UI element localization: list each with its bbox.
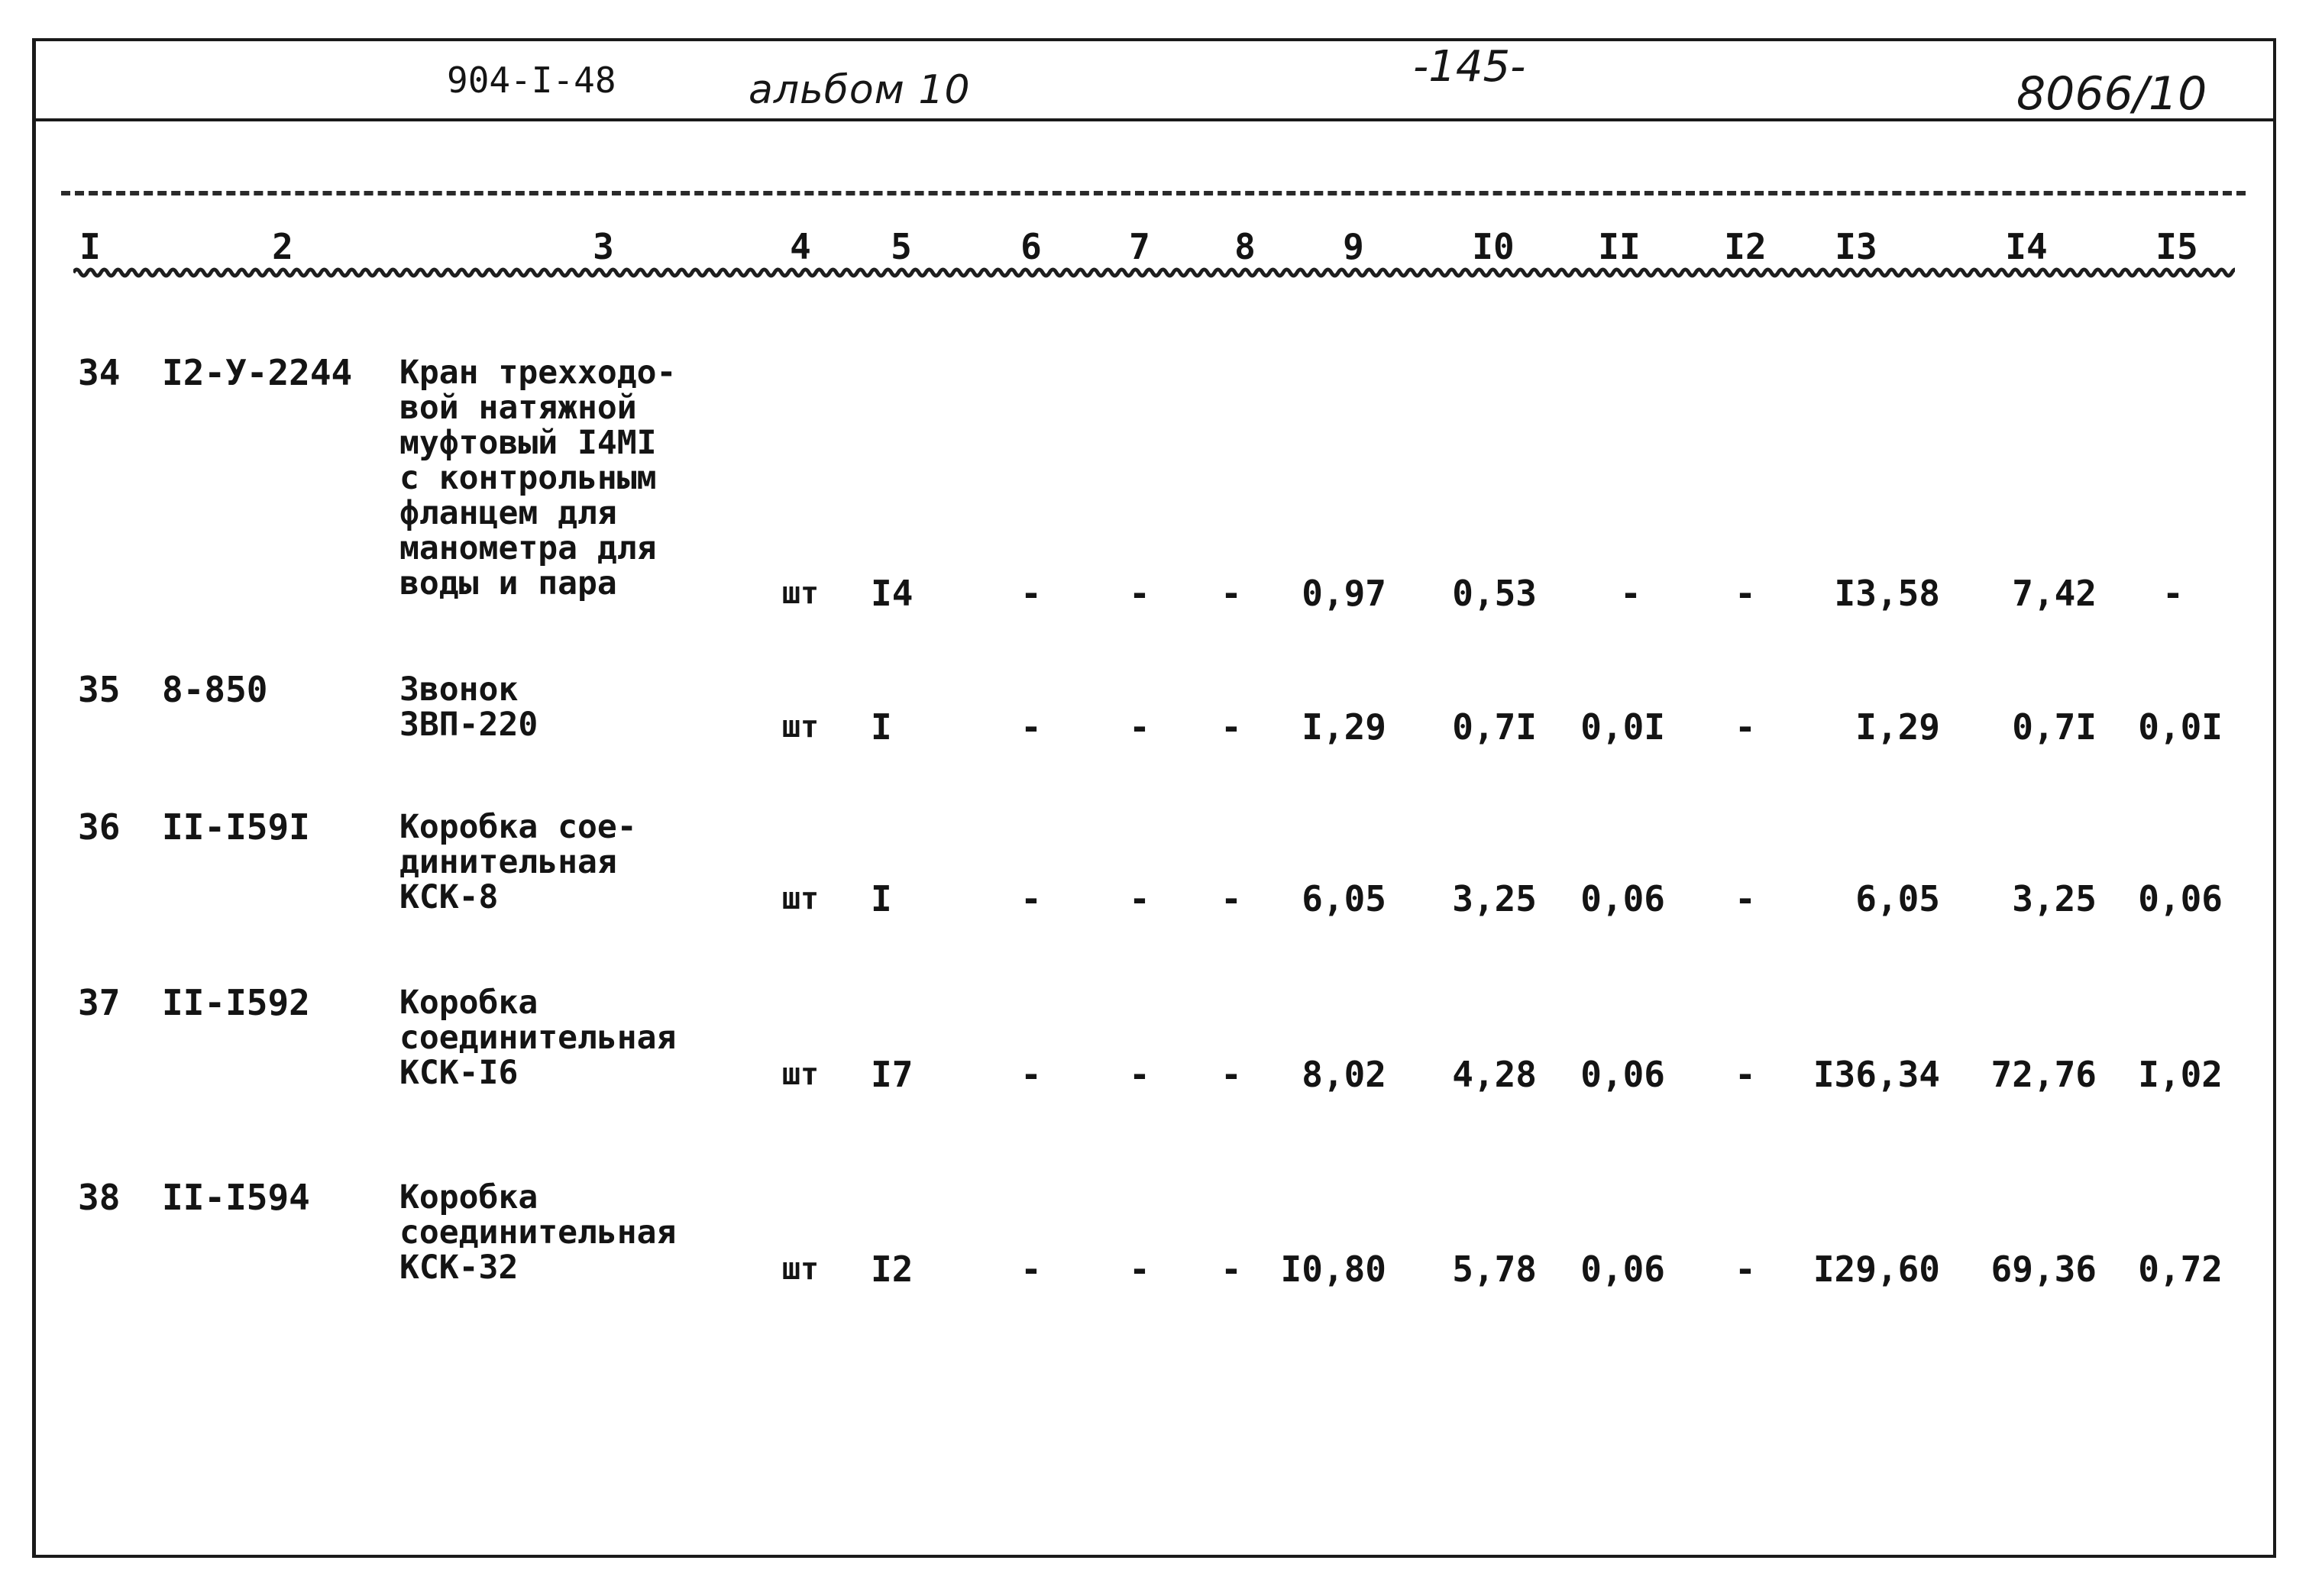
description-line: Коробка <box>399 984 538 1022</box>
row-unit: шт <box>781 881 820 916</box>
column-header-3: 3 <box>593 226 614 267</box>
col15-value: 0,72 <box>2138 1249 2223 1290</box>
col11-value: 0,06 <box>1580 878 1665 919</box>
col15-value: - <box>2162 573 2184 614</box>
col13-value: I,29 <box>1855 706 1940 748</box>
column-header-2: 2 <box>272 226 293 267</box>
description-line: фланцем для <box>399 494 617 532</box>
row-quantity: I <box>871 706 892 748</box>
col12-value: - <box>1735 706 1756 748</box>
column-header-4: 4 <box>790 226 811 267</box>
col6-value: - <box>1020 573 1042 614</box>
col13-value: I36,34 <box>1813 1054 1940 1095</box>
col6-value: - <box>1020 878 1042 919</box>
description-line: динительная <box>399 843 617 881</box>
col11-value: 0,0I <box>1580 706 1665 748</box>
col15-value: I,02 <box>2138 1054 2223 1095</box>
column-header-10: I0 <box>1472 226 1515 267</box>
row-description <box>399 672 538 742</box>
col11-value: 0,06 <box>1580 1054 1665 1095</box>
row-code: II-I59I <box>162 806 310 848</box>
col7-value: - <box>1129 878 1150 919</box>
row-code: I2-У-2244 <box>162 352 353 393</box>
column-header-5: 5 <box>891 226 912 267</box>
row-number: 36 <box>78 806 121 848</box>
col12-value: - <box>1735 1054 1756 1095</box>
col12-value: - <box>1735 573 1756 614</box>
column-header-9: 9 <box>1343 226 1364 267</box>
col13-value: 6,05 <box>1855 878 1940 919</box>
col12-value: - <box>1735 1249 1756 1290</box>
col9-value: I,29 <box>1302 706 1386 748</box>
col12-value: - <box>1735 878 1756 919</box>
doc-code: 904-I-48 <box>447 60 616 101</box>
col8-value: - <box>1221 1054 1242 1095</box>
row-code: II-I594 <box>162 1177 310 1218</box>
column-header-12: I2 <box>1724 226 1767 267</box>
col10-value: 0,7I <box>1452 706 1537 748</box>
row-unit: шт <box>781 1057 820 1092</box>
description-line: соединительная <box>399 1019 677 1057</box>
description-line: манометра для <box>399 529 657 567</box>
col14-value: 69,36 <box>1990 1249 2097 1290</box>
col14-value: 72,76 <box>1990 1054 2097 1095</box>
row-code: 8-850 <box>162 669 268 710</box>
col10-value: 3,25 <box>1452 878 1537 919</box>
row-quantity: I7 <box>871 1054 914 1095</box>
col8-value: - <box>1221 573 1242 614</box>
col10-value: 4,28 <box>1452 1054 1537 1095</box>
description-line: КСК-8 <box>399 878 499 916</box>
col9-value: 6,05 <box>1302 878 1386 919</box>
description-line: ЗВП-220 <box>399 706 538 744</box>
inventory-number: 8066/10 <box>2016 67 2207 121</box>
col10-value: 5,78 <box>1452 1249 1537 1290</box>
col11-value: 0,06 <box>1580 1249 1665 1290</box>
col6-value: - <box>1020 1249 1042 1290</box>
col14-value: 7,42 <box>2012 573 2097 614</box>
column-header-7: 7 <box>1129 226 1150 267</box>
column-header-15: I5 <box>2155 226 2198 267</box>
description-line: воды и пара <box>399 564 617 603</box>
col15-value: 0,06 <box>2138 878 2223 919</box>
row-unit: шт <box>781 1252 820 1287</box>
row-number: 34 <box>78 352 121 393</box>
row-number: 38 <box>78 1177 121 1218</box>
header-dashed-rule <box>61 191 2246 195</box>
header-wavy-rule <box>73 263 2235 286</box>
column-header-14: I4 <box>2005 226 2048 267</box>
description-line: Коробка <box>399 1178 538 1216</box>
row-description <box>399 985 676 1090</box>
row-description <box>399 355 676 601</box>
page-number: -145- <box>1413 42 1526 92</box>
description-line: муфтовый I4MI <box>399 424 657 462</box>
description-line: с контрольным <box>399 459 657 497</box>
col10-value: 0,53 <box>1452 573 1537 614</box>
col9-value: 0,97 <box>1302 573 1386 614</box>
col9-value: I0,80 <box>1280 1249 1386 1290</box>
col15-value: 0,0I <box>2138 706 2223 748</box>
header-divider <box>32 118 2276 121</box>
row-quantity: I4 <box>871 573 914 614</box>
col8-value: - <box>1221 706 1242 748</box>
col9-value: 8,02 <box>1302 1054 1386 1095</box>
col8-value: - <box>1221 1249 1242 1290</box>
col7-value: - <box>1129 1249 1150 1290</box>
col11-value: - <box>1620 573 1641 614</box>
column-header-8: 8 <box>1234 226 1256 267</box>
col13-value: I3,58 <box>1834 573 1940 614</box>
row-description <box>399 1180 676 1285</box>
row-unit: шт <box>781 576 820 611</box>
column-header-13: I3 <box>1835 226 1877 267</box>
description-line: Кран трехходо- <box>399 354 677 392</box>
row-quantity: I <box>871 878 892 919</box>
row-unit: шт <box>781 709 820 745</box>
column-header-6: 6 <box>1020 226 1042 267</box>
row-code: II-I592 <box>162 982 310 1023</box>
col6-value: - <box>1020 1054 1042 1095</box>
description-line: КСК-I6 <box>399 1054 519 1092</box>
row-number: 37 <box>78 982 121 1023</box>
album-number: альбом 10 <box>749 67 971 113</box>
row-description <box>399 809 637 915</box>
col14-value: 0,7I <box>2012 706 2097 748</box>
column-header-1: I <box>79 226 101 267</box>
column-header-11: II <box>1598 226 1641 267</box>
row-number: 35 <box>78 669 121 710</box>
row-quantity: I2 <box>871 1249 914 1290</box>
col7-value: - <box>1129 1054 1150 1095</box>
description-line: вой натяжной <box>399 389 637 427</box>
description-line: Звонок <box>399 670 519 709</box>
col14-value: 3,25 <box>2012 878 2097 919</box>
col13-value: I29,60 <box>1813 1249 1940 1290</box>
description-line: соединительная <box>399 1213 677 1252</box>
col6-value: - <box>1020 706 1042 748</box>
col7-value: - <box>1129 706 1150 748</box>
description-line: Коробка сое- <box>399 808 637 846</box>
description-line: КСК-32 <box>399 1249 519 1287</box>
col8-value: - <box>1221 878 1242 919</box>
col7-value: - <box>1129 573 1150 614</box>
